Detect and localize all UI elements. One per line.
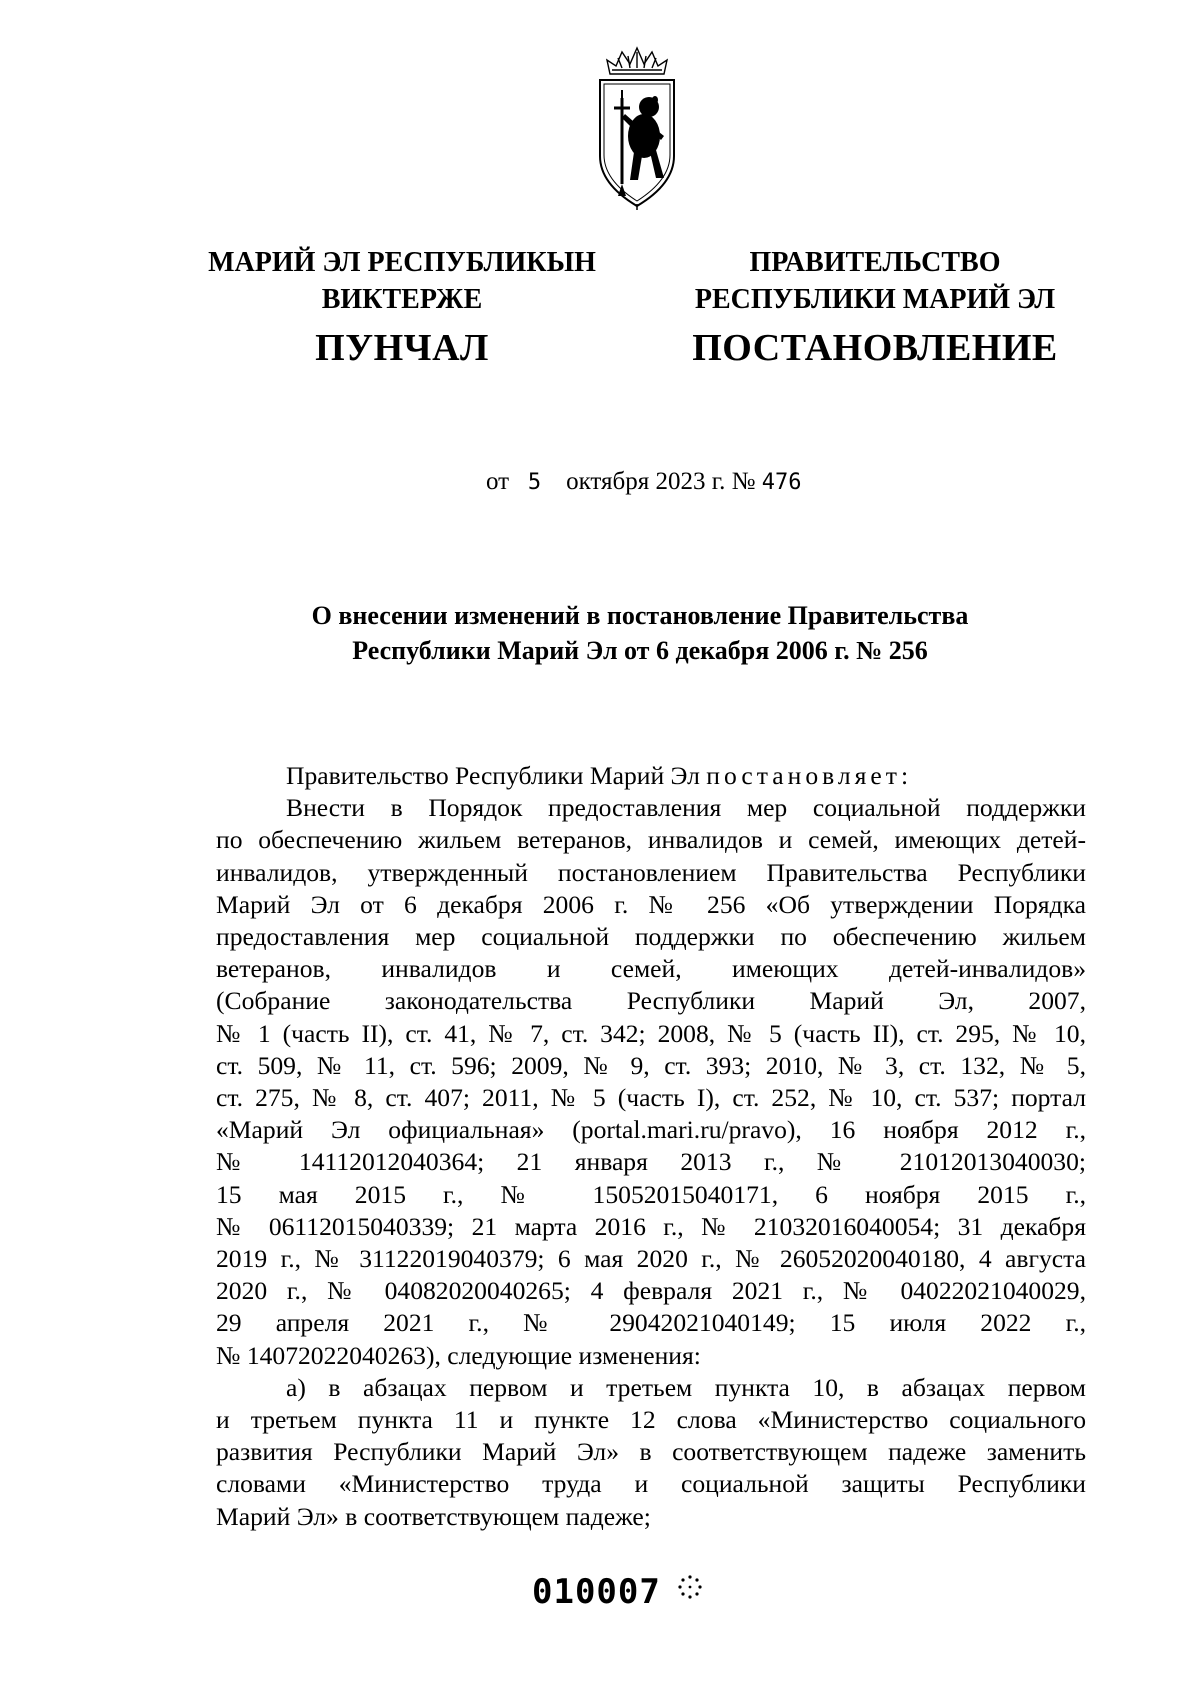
header-mari-line2: ВИКТЕРЖЕ (321, 284, 483, 315)
body-line: Внести в Порядок предоставления мер социальной поддержки (286, 793, 1086, 823)
header-mari-doc-type: ПУНЧАЛ (315, 327, 489, 369)
date-prefix: от (486, 468, 510, 495)
crown-icon (607, 48, 667, 74)
body-line: 15 мая 2015 г., № 15052015040171, 6 ноября 2015 г., (216, 1179, 1086, 1209)
body-line: Марий Эл от 6 декабря 2006 г. № 256 «Об утверждении Порядка (216, 889, 1086, 919)
document-number: 476 (761, 470, 802, 495)
document-body (216, 760, 1086, 1533)
header-russian-line1: ПРАВИТЕЛЬСТВО (749, 247, 1001, 278)
header-russian-block (680, 244, 1070, 367)
body-line: «Марий Эл официальная» (portal.mari.ru/pravo), 16 ноября 2012 г., (216, 1115, 1086, 1145)
body-line: № 1 (часть II), ст. 41, № 7, ст. 342; 2008, № 5 (часть II), ст. 295, № 10, (216, 1018, 1086, 1048)
item-a-line: и третьем пункта 11 и пункте 12 слова «Министерство социального (216, 1405, 1086, 1435)
date-line (486, 468, 802, 496)
body-line: № 14112012040364; 21 января 2013 г., № 21012013040030; (216, 1147, 1086, 1177)
body-line: № 06112015040339; 21 марта 2016 г., № 21032016040054; 31 декабря (216, 1211, 1086, 1241)
dot-ornament-icon (675, 1572, 705, 1602)
item-a-line: а) в абзацах первом и третьем пункта 10, в абзацах первом (286, 1372, 1086, 1402)
form-serial-number: 010007 (532, 1572, 661, 1612)
header-mari-block (182, 244, 622, 367)
body-line: ст. 509, № 11, ст. 596; 2009, № 9, ст. 393; 2010, № 3, ст. 132, № 5, (216, 1050, 1086, 1080)
date-month-year: октября 2023 г. № (566, 468, 756, 495)
body-line: по обеспечению жильем ветеранов, инвалидов и семей, имеющих детей- (216, 825, 1086, 855)
date-day: 5 (527, 470, 542, 495)
intro-text: Правительство Республики Марий Эл (286, 761, 707, 790)
intro-verb: постановляет: (706, 761, 913, 790)
body-line: 2020 г., № 04082020040265; 4 февраля 2021 г., № 04022021040029, (216, 1276, 1086, 1306)
body-line: 2019 г., № 31122019040379; 6 мая 2020 г., № 26052020040180, 4 августа (216, 1244, 1086, 1274)
item-a-line: словами «Министерство труда и социальной защиты Республики (216, 1469, 1086, 1499)
header-russian-doc-type: ПОСТАНОВЛЕНИЕ (692, 327, 1058, 369)
intro-paragraph (216, 760, 1086, 792)
coat-of-arms-emblem (592, 44, 682, 214)
document-title (250, 598, 1030, 668)
body-line: 29 апреля 2021 г., № 29042021040149; 15 июля 2022 г., (216, 1308, 1086, 1338)
body-line: № 14072022040263), следующие изменения: (216, 1340, 701, 1370)
title-line: Республики Марий Эл от 6 декабря 2006 г. № 256 (352, 636, 928, 665)
body-line: (Собрание законодательства Республики Марий Эл, 2007, (216, 986, 1086, 1016)
title-line: О внесении изменений в постановление Правительства (311, 601, 969, 630)
header-russian-line2: РЕСПУБЛИКИ МАРИЙ ЭЛ (694, 284, 1056, 315)
body-line: ветеранов, инвалидов и семей, имеющих детей-инвалидов» (216, 954, 1086, 984)
body-line: ст. 275, № 8, ст. 407; 2011, № 5 (часть I), ст. 252, № 10, ст. 537; портал (216, 1083, 1086, 1113)
body-line: инвалидов, утвержденный постановлением Правительства Республики (216, 857, 1086, 887)
header-mari-line1: МАРИЙ ЭЛ РЕСПУБЛИКЫН (208, 247, 596, 278)
item-a-line: Марий Эл» в соответствующем падеже; (216, 1501, 651, 1531)
item-a-line: развития Республики Марий Эл» в соответствующем падеже заменить (216, 1437, 1086, 1467)
body-line: предоставления мер социальной поддержки по обеспечению жильем (216, 922, 1086, 952)
